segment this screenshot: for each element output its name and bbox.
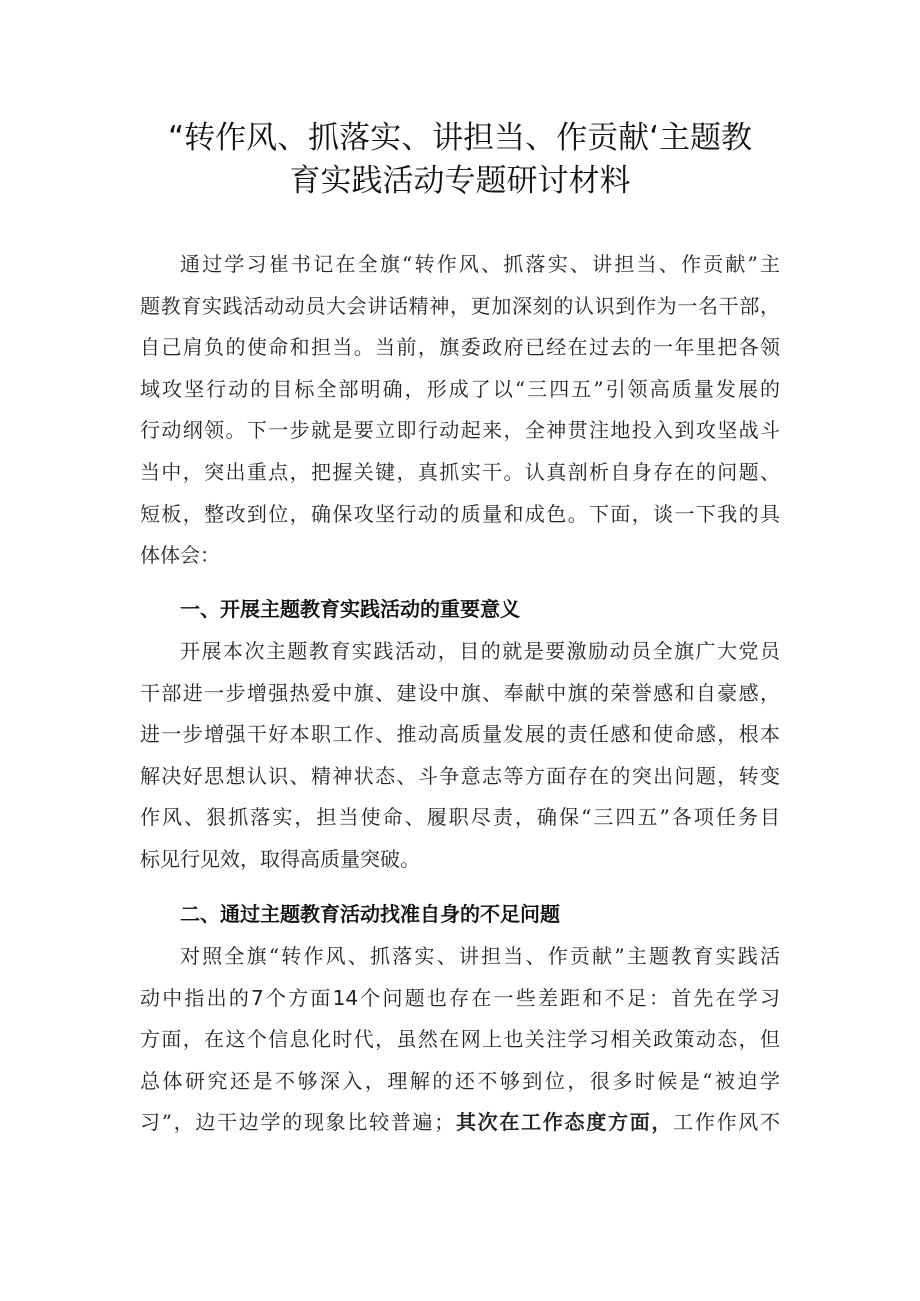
paragraph-line: 进一步增强干好本职工作、推动高质量发展的责任感和使命感，根本 (140, 722, 780, 747)
document-title-line-2: 育实践活动专题研讨材料 (289, 163, 631, 199)
paragraph-line: 方面，在这个信息化时代，虽然在网上也关注学习相关政策动态，但 (140, 1027, 780, 1052)
emphasis-run: 其次在工作态度方面， (454, 1110, 674, 1135)
paragraph-line: 总体研究还是不够深入，理解的还不够到位，很多时候是“被迫学 (140, 1068, 780, 1093)
section-1-heading: 一、开展主题教育实践活动的重要意义 (180, 597, 520, 621)
text-run: 习”，边干边学的现象比较普遍； (140, 1110, 455, 1135)
paragraph-line: 开展本次主题教育实践活动，目的就是要激励动员全旗广大党员 (180, 639, 780, 663)
paragraph-line (140, 1102, 780, 1144)
paragraph-line: 题教育实践活动动员大会讲话精神，更加深刻的认识到作为一名干部， (140, 293, 780, 318)
paragraph-line: 干部进一步增强热爱中旗、建设中旗、奉献中旗的荣誉感和自豪感， (140, 680, 780, 705)
intro-paragraph (140, 244, 780, 577)
paragraph-line (140, 978, 780, 1020)
paragraph-line: 通过学习崔书记在全旗“转作风、抓落实、讲担当、作贡献”主 (180, 252, 780, 276)
section-2-paragraph (140, 936, 780, 1144)
document-title-line-1: “转作风、抓落实、讲担当、作贡献‘主题教 (168, 120, 752, 156)
number-run: 7 (251, 985, 264, 1010)
paragraph-line: 域攻坚行动的目标全部明确，形成了以“三四五”引领高质量发展的 (140, 376, 780, 401)
paragraph-line: 短板，整改到位，确保攻坚行动的质量和成色。下面，谈一下我的具 (140, 501, 780, 526)
text-run: 动中指出的 (140, 985, 252, 1010)
section-2-heading: 二、通过主题教育活动找准自身的不足问题 (180, 902, 560, 926)
paragraph-line: 自己肩负的使命和担当。当前，旗委政府已经在过去的一年里把各领 (140, 335, 780, 360)
text-run: 个方面 (263, 985, 333, 1010)
paragraph-line: 体体会： (140, 543, 220, 568)
paragraph-line: 对照全旗“转作风、抓落实、讲担当、作贡献”主题教育实践活 (180, 944, 780, 968)
text-run: 个问题也存在一些差距和不足：首先在学习 (358, 985, 780, 1010)
paragraph-line: 作风、狠抓落实，担当使命、履职尽责，确保“三四五”各项任务目 (140, 805, 780, 830)
number-run: 14 (332, 985, 359, 1010)
section-1-paragraph (140, 631, 780, 881)
paragraph-line: 行动纲领。下一步就是要立即行动起来，全神贯注地投入到攻坚战斗 (140, 418, 780, 443)
text-run: 工作作风不 (673, 1110, 780, 1135)
paragraph-line: 标见行见效，取得高质量突破。 (140, 846, 420, 871)
paragraph-line: 解决好思想认识、精神状态、斗争意志等方面存在的突出问题，转变 (140, 763, 780, 788)
paragraph-line: 当中，突出重点，把握关键，真抓实干。认真剖析自身存在的问题、 (140, 459, 780, 484)
